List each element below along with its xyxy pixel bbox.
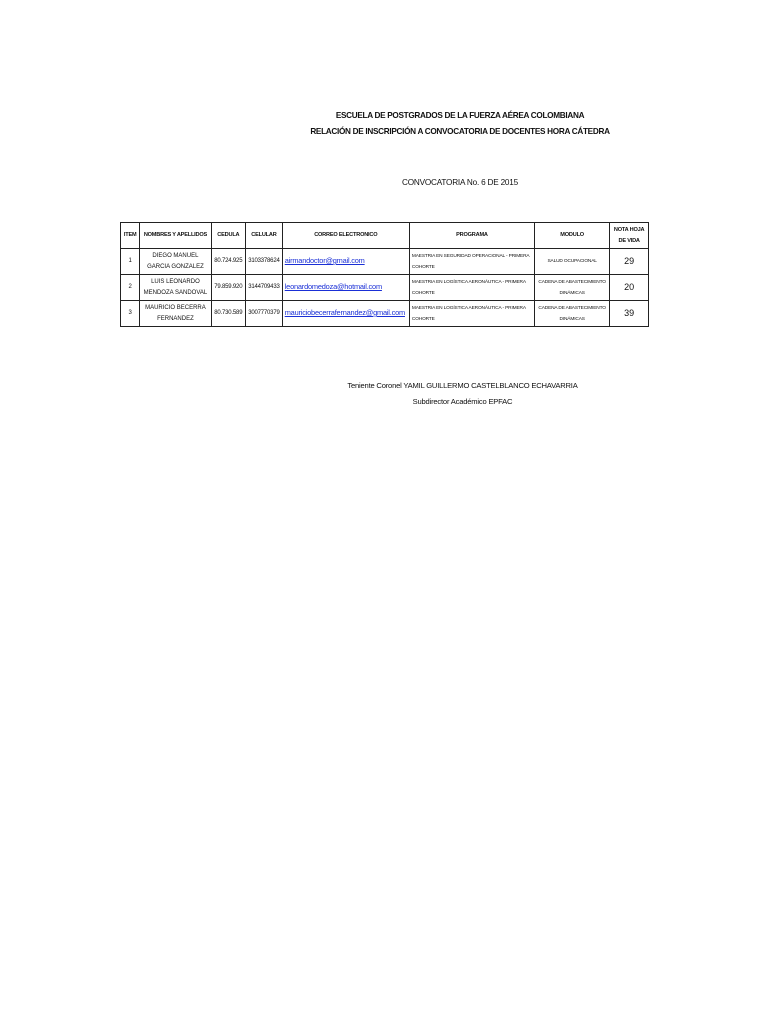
- document-subtitle: RELACIÓN DE INSCRIPCIÓN A CONVOCATORIA DE DOCENTES HORA CÁTEDRA: [310, 127, 610, 136]
- cell-name: LUIS LEONARDO MENDOZA SANDOVAL: [140, 275, 211, 301]
- cell-cedula: 80.724.925: [211, 249, 246, 275]
- table-row: [121, 275, 649, 301]
- cell-email: [282, 249, 409, 275]
- cell-email: [282, 275, 409, 301]
- col-header-celular: CELULAR: [246, 223, 283, 249]
- signature-name: Teniente Coronel YAMIL GUILLERMO CASTELBLANCO ECHAVARRIA: [347, 381, 578, 390]
- cell-modulo: CADENA DE ABASTECIMIENTO DINÁMICAS: [535, 301, 610, 327]
- cell-celular: 3103378624: [246, 249, 283, 275]
- col-header-programa: PROGRAMA: [409, 223, 534, 249]
- cell-celular: 3007770379: [246, 301, 283, 327]
- cell-email: [282, 301, 409, 327]
- cell-programa: MAESTRIA EN SEGURIDAD OPERACIONAL - PRIMERA COHORTE: [409, 249, 534, 275]
- cell-programa: MAESTRIA EN LOGÍSTICA AERONÁUTICA - PRIMERA COHORTE: [409, 275, 534, 301]
- col-header-nota: NOTA HOJA DE VIDA: [610, 223, 649, 249]
- cell-item: 1: [121, 249, 140, 275]
- email-link[interactable]: mauriciobecerrafernandez@gmail.com: [284, 308, 405, 317]
- cell-cedula: 79.859.920: [211, 275, 246, 301]
- col-header-cedula: CEDULA: [211, 223, 246, 249]
- cell-celular: 3144709433: [246, 275, 283, 301]
- table-row: [121, 249, 649, 275]
- cell-nota: 39: [610, 301, 649, 327]
- col-header-name: NOMBRES Y APELLIDOS: [140, 223, 211, 249]
- col-header-item: ITEM: [121, 223, 140, 249]
- cell-modulo: SALUD OCUPACIONAL: [535, 249, 610, 275]
- cell-nota: 29: [610, 249, 649, 275]
- table-row: [121, 301, 649, 327]
- cell-item: 2: [121, 275, 140, 301]
- cell-modulo: CADENA DE ABASTECIMIENTO DINÁMICAS: [535, 275, 610, 301]
- col-header-email: CORREO ELECTRONICO: [282, 223, 409, 249]
- email-link[interactable]: airmandoctor@gmail.com: [284, 256, 365, 265]
- cell-item: 3: [121, 301, 140, 327]
- registration-table: [120, 222, 649, 327]
- convocatoria-label: CONVOCATORIA No. 6 DE 2015: [402, 178, 518, 187]
- cell-cedula: 80.730.589: [211, 301, 246, 327]
- cell-programa: MAESTRIA EN LOGÍSTICA AERONÁUTICA - PRIMERA COHORTE: [409, 301, 534, 327]
- cell-name: MAURICIO BECERRA FERNANDEZ: [140, 301, 211, 327]
- table-header-row: [121, 223, 649, 249]
- document-title: ESCUELA DE POSTGRADOS DE LA FUERZA AÉREA COLOMBIANA: [335, 111, 585, 120]
- email-link[interactable]: leonardomedoza@hotmail.com: [284, 282, 382, 291]
- cell-name: DIEGO MANUEL GARCIA GONZALEZ: [140, 249, 211, 275]
- col-header-modulo: MODULO: [535, 223, 610, 249]
- cell-nota: 20: [610, 275, 649, 301]
- signature-role: Subdirector Académico EPFAC: [412, 397, 513, 406]
